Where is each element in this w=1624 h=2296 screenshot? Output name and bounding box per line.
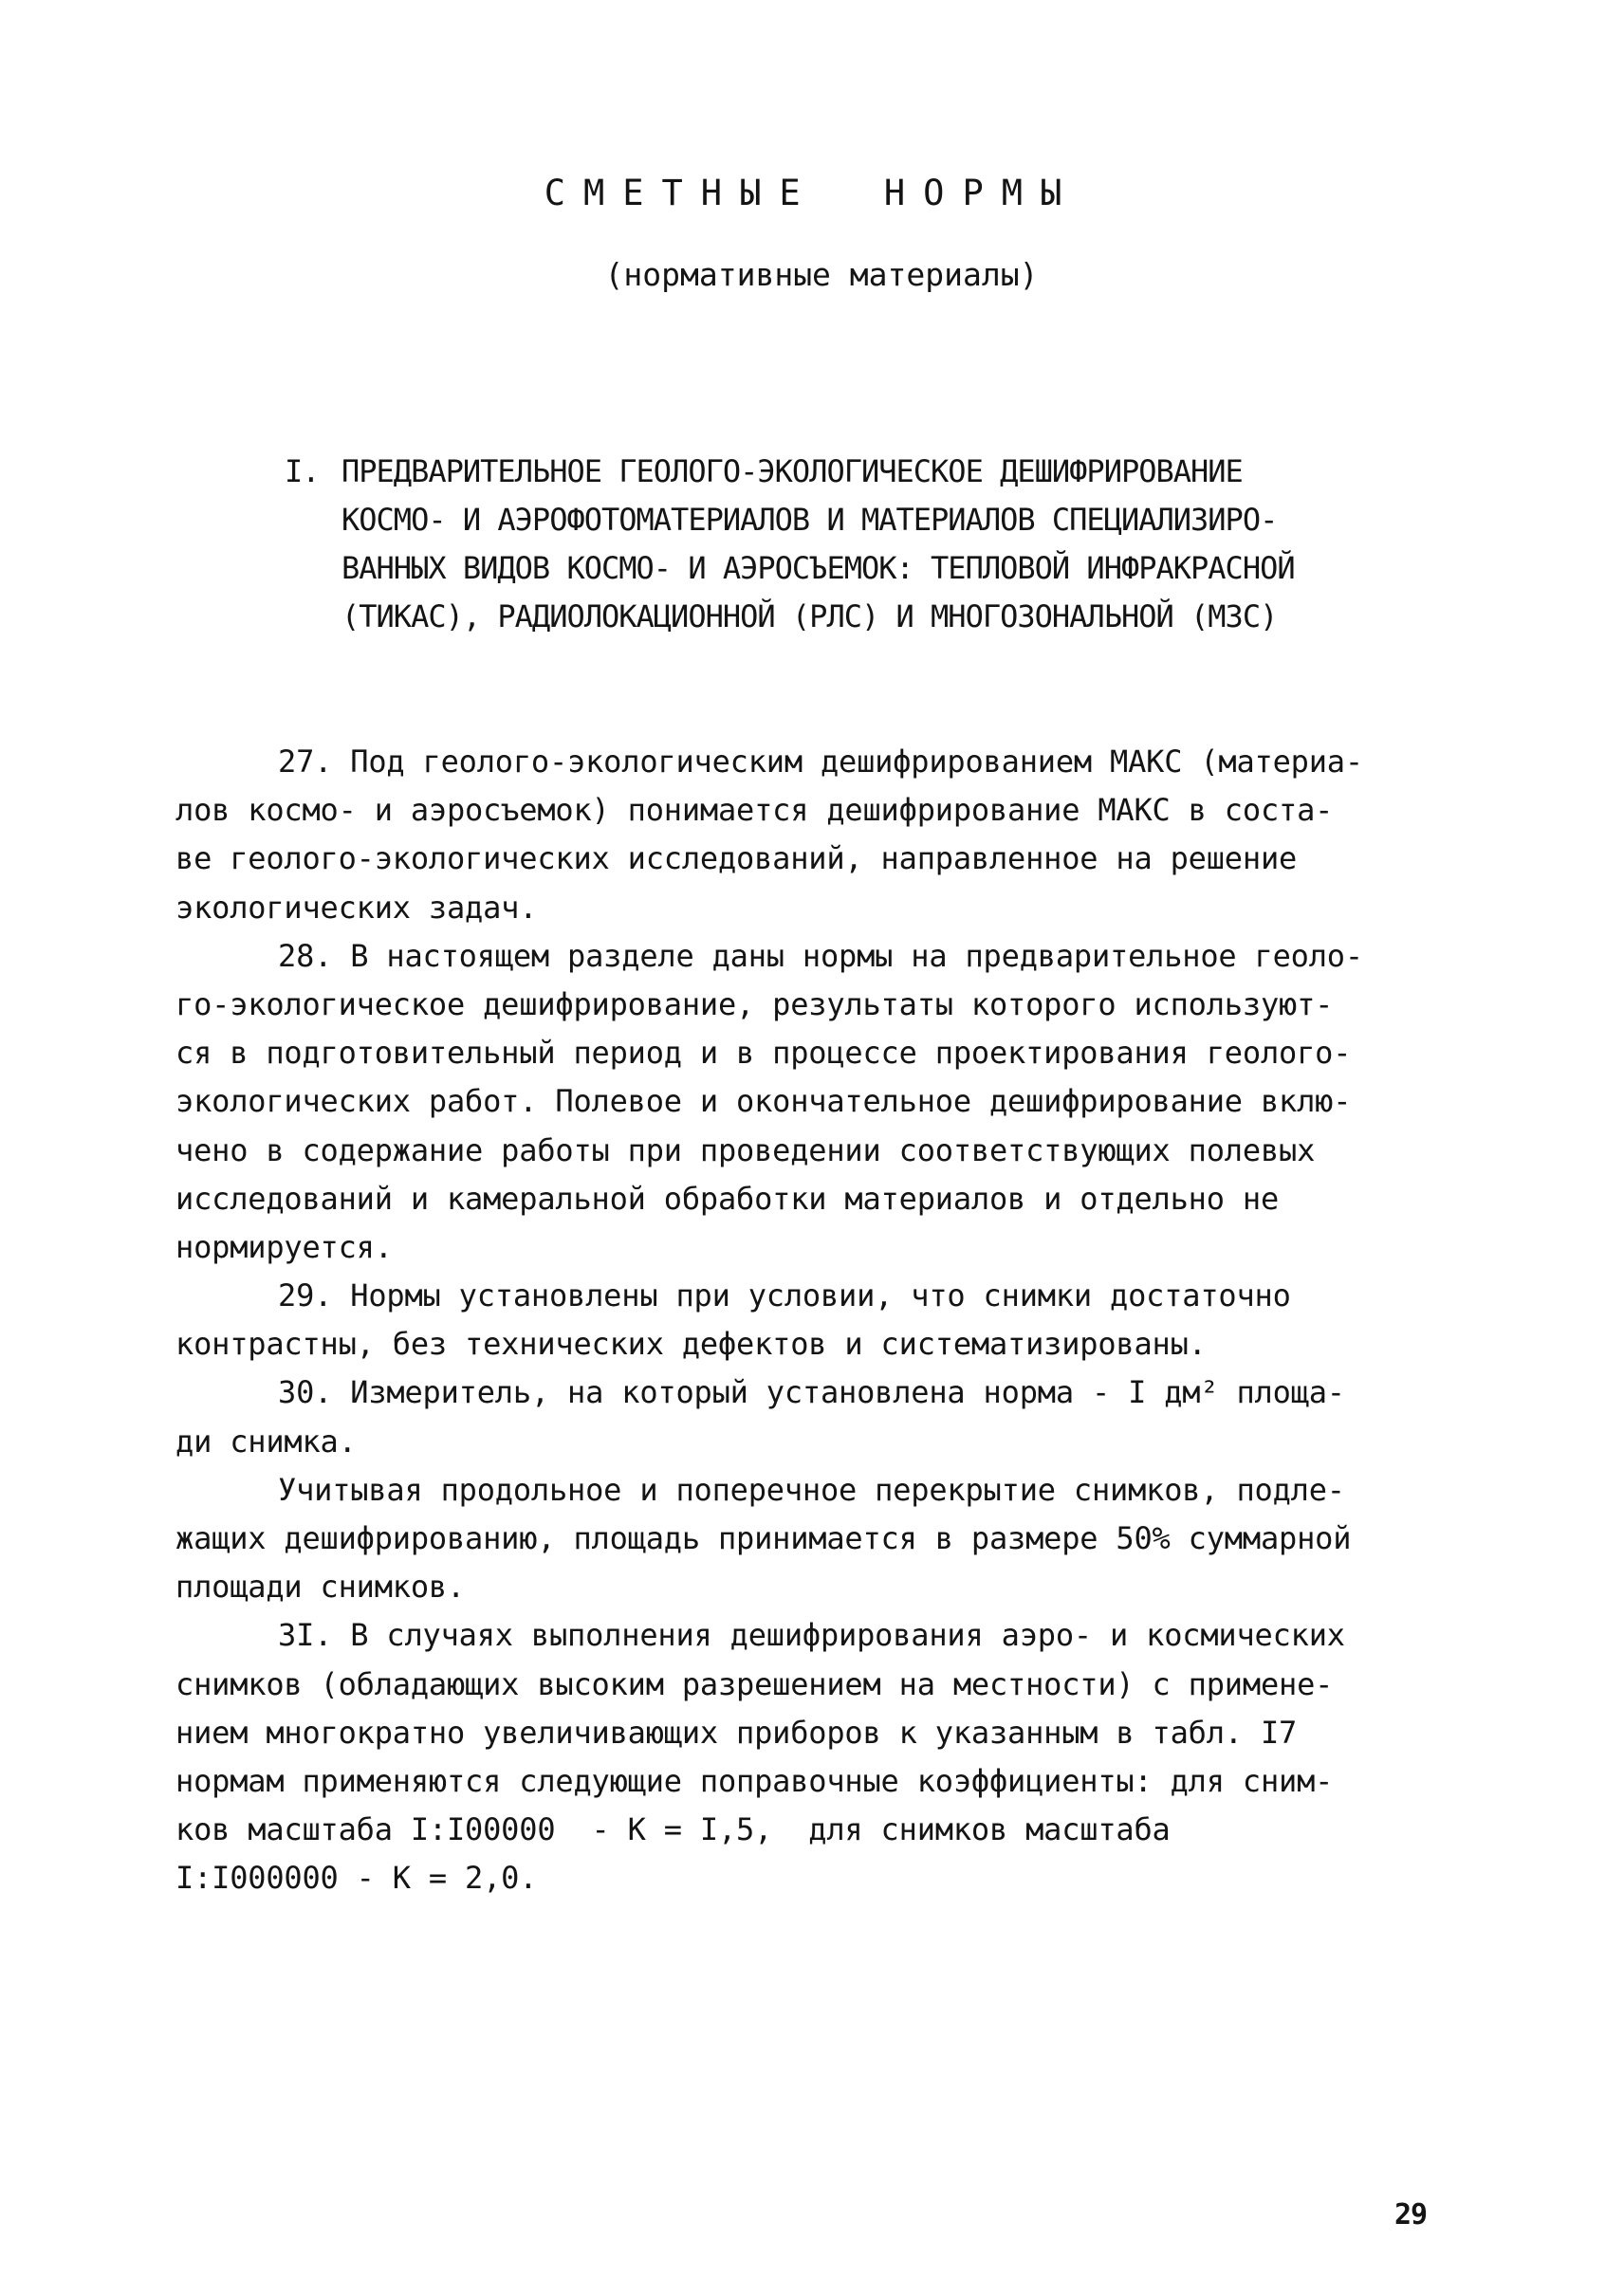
paragraph-line: контрастны, без технических дефектов и систематизированы.	[175, 1326, 1207, 1363]
paragraph-line: го-экологическое дешифрирование, результаты которого используют-	[175, 985, 1334, 1022]
paragraph-line: ве геолого-экологических исследований, направленное на решение	[175, 840, 1298, 877]
paragraph-first-line: 3I. В случаях выполнения дешифрирования аэро- и космических	[278, 1617, 1345, 1654]
paragraph-line: лов космо- и аэросъемок) понимается дешифрирование МАКС в соста-	[175, 792, 1334, 829]
section-heading-line: КОСМО- И АЭРОФОТОМАТЕРИАЛОВ И МАТЕРИАЛОВ СПЕЦИАЛИЗИРО-	[341, 502, 1278, 538]
paragraph-first-line: 27. Под геолого-экологическим дешифрированием МАКС (материа-	[278, 744, 1363, 780]
paragraph-line: нормам применяются следующие поправочные коэффициенты: для сним-	[175, 1762, 1334, 1799]
body-text	[175, 738, 1485, 1903]
paragraph-first-line: Учитывая продольное и поперечное перекрытие снимков, подле-	[278, 1471, 1345, 1508]
section-heading	[285, 448, 1470, 641]
section-heading-line: (ТИКАС), РАДИОЛОКАЦИОННОЙ (РЛС) И МНОГОЗОНАЛЬНОЙ (МЗС)	[341, 598, 1278, 634]
paragraph-line: площади снимков.	[175, 1569, 466, 1606]
paragraph-line: экологических работ. Полевое и окончательное дешифрирование вклю-	[175, 1083, 1352, 1120]
section-heading-line: ВАННЫХ ВИДОВ КОСМО- И АЭРОСЪЕМОК: ТЕПЛОВОЙ ИНФРАКРАСНОЙ	[341, 550, 1295, 586]
paragraph-line: ся в подготовительный период и в процессе проектирования геолого-	[175, 1035, 1352, 1072]
paragraph-first-line: 30. Измеритель, на который установлена норма - I дм² площа-	[278, 1374, 1345, 1411]
paragraph-line: I:I000000 - К = 2,0.	[175, 1860, 538, 1897]
document-title: СМЕТНЫЕ НОРМЫ	[544, 173, 1080, 213]
paragraph-line: экологических задач.	[175, 889, 538, 926]
paragraph-line: жащих дешифрированию, площадь принимается в размере 50% суммарной	[175, 1520, 1352, 1556]
paragraph-line: снимков (обладающих высоким разрешением на местности) с примене-	[175, 1665, 1334, 1702]
paragraph-first-line: 28. В настоящем разделе даны нормы на предварительное геоло-	[278, 937, 1363, 974]
paragraph-first-line: 29. Нормы установлены при условии, что снимки достаточно	[278, 1277, 1291, 1314]
section-number: I.	[285, 453, 320, 489]
section-heading-text: ПРЕДВАРИТЕЛЬНОЕ ГЕОЛОГО-ЭКОЛОГИЧЕСКОЕ ДЕШИФРИРОВАНИЕ	[341, 453, 1243, 489]
paragraph-line: нормируется.	[175, 1228, 393, 1265]
paragraph-line: ди снимка.	[175, 1423, 357, 1460]
paragraph-line: чено в содержание работы при проведении соответствующих полевых	[175, 1131, 1316, 1168]
paragraph-line: нием многократно увеличивающих приборов к указанным в табл. I7	[175, 1714, 1298, 1751]
paragraph-line: исследований и камеральной обработки материалов и отдельно не	[175, 1180, 1280, 1217]
document-subtitle: (нормативные материалы)	[604, 256, 1039, 293]
paragraph-line: ков масштаба I:I00000 - К = I,5, для снимков масштаба	[175, 1811, 1171, 1848]
section-heading-line	[285, 448, 1470, 496]
page-number: 29	[1394, 2198, 1428, 2232]
